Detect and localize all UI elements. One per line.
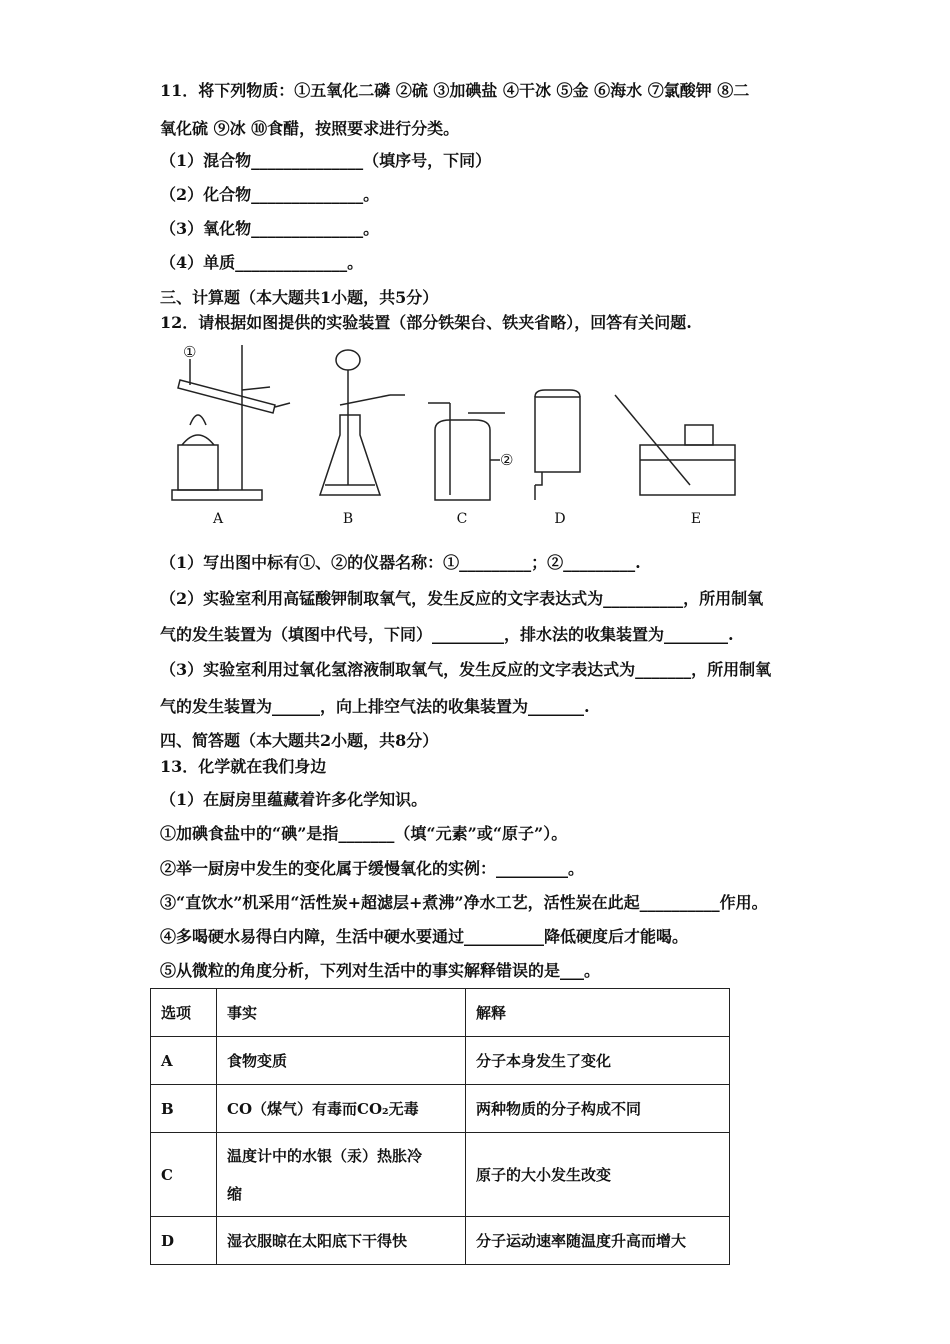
header-fact: 事实 — [217, 989, 466, 1037]
mark-2: ② — [500, 451, 514, 469]
table-row — [151, 1133, 730, 1217]
section3-heading: 三、计算题（本大题共1小题，共5分） — [160, 288, 439, 307]
q11-part4: （4）单质______________。 — [160, 253, 364, 272]
lab-apparatus-figure — [150, 335, 810, 535]
q11-part1: （1）混合物______________（填序号，下同） — [160, 151, 492, 170]
apparatus-d — [535, 390, 580, 500]
header-option: 选项 — [151, 989, 217, 1037]
label-a: A — [212, 511, 224, 527]
label-b: B — [342, 511, 354, 527]
q13-item1: ①加碘食盐中的“碘”是指_______（填“元素”或“原子”）。 — [160, 824, 568, 843]
label-d: D — [554, 511, 566, 527]
q12-part1: （1）写出图中标有①、②的仪器名称：①_________；②_________. — [160, 553, 641, 572]
table-row — [151, 1037, 730, 1085]
row-option: C — [151, 1133, 217, 1217]
q11-stem-line1: 11．将下列物质：①五氧化二磷 ②硫 ③加碘盐 ④干冰 ⑤金 ⑥海水 ⑦氯酸钾 ⑧二 — [160, 81, 750, 100]
q12-stem: 12．请根据如图提供的实验装置（部分铁架台、铁夹省略），回答有关问题. — [160, 313, 692, 332]
row-fact: CO（煤气）有毒而CO₂无毒 — [217, 1085, 466, 1133]
row-explanation: 原子的大小发生改变 — [466, 1133, 730, 1217]
q13-stem: 13．化学就在我们身边 — [160, 757, 327, 776]
q12-part2-line2: 气的发生装置为（填图中代号，下同）_________，排水法的收集装置为________. — [160, 625, 734, 644]
label-c: C — [456, 511, 468, 527]
q13-item4: ④多喝硬水易得白内障，生活中硬水要通过__________降低硬度后才能喝。 — [160, 927, 689, 946]
row-fact: 湿衣服晾在太阳底下干得快 — [217, 1217, 466, 1265]
row-option: B — [151, 1085, 217, 1133]
q13-item2: ②举一厨房中发生的变化属于缓慢氧化的实例：_________。 — [160, 859, 585, 878]
section4-heading: 四、简答题（本大题共2小题，共8分） — [160, 731, 439, 750]
row-fact-cell — [217, 1133, 466, 1217]
apparatus-b — [320, 350, 405, 495]
row-explanation: 分子运动速率随温度升高而增大 — [466, 1217, 730, 1265]
row-fact-continued: 缩 — [227, 1184, 243, 1203]
row-option: A — [151, 1037, 217, 1085]
apparatus-a — [172, 343, 290, 500]
q12-part2-line1: （2）实验室利用高锰酸钾制取氧气，发生反应的文字表达式为__________，所用制氧 — [160, 589, 764, 608]
table-header-row — [151, 989, 730, 1037]
row-fact: 温度计中的水银（汞）热胀冷 — [227, 1146, 423, 1165]
apparatus-e — [615, 395, 735, 495]
mark-1: ① — [183, 343, 197, 361]
q11-part2: （2）化合物______________。 — [160, 185, 380, 204]
q12-part3-line2: 气的发生装置为______，向上排空气法的收集装置为_______. — [160, 697, 590, 716]
q13-item3: ③“直饮水”机采用“活性炭+超滤层+煮沸”净水工艺，活性炭在此起__________作用。 — [160, 893, 768, 912]
q11-stem-line2: 氧化硫 ⑨冰 ⑩食醋，按照要求进行分类。 — [160, 119, 460, 138]
table-row — [151, 1217, 730, 1265]
row-explanation: 分子本身发生了变化 — [466, 1037, 730, 1085]
q13-item5: ⑤从微粒的角度分析，下列对生活中的事实解释错误的是___。 — [160, 961, 601, 980]
q11-part3: （3）氧化物______________。 — [160, 219, 380, 238]
row-explanation: 两种物质的分子构成不同 — [466, 1085, 730, 1133]
apparatus-c — [428, 403, 513, 500]
row-option: D — [151, 1217, 217, 1265]
q12-part3-line1: （3）实验室利用过氧化氢溶液制取氧气，发生反应的文字表达式为_______，所用制氧 — [160, 660, 772, 679]
table-row — [151, 1085, 730, 1133]
facts-table — [150, 988, 730, 1265]
header-explanation: 解释 — [466, 989, 730, 1037]
label-e: E — [690, 511, 702, 527]
q13-part1: （1）在厨房里蕴藏着许多化学知识。 — [160, 790, 428, 809]
row-fact: 食物变质 — [217, 1037, 466, 1085]
